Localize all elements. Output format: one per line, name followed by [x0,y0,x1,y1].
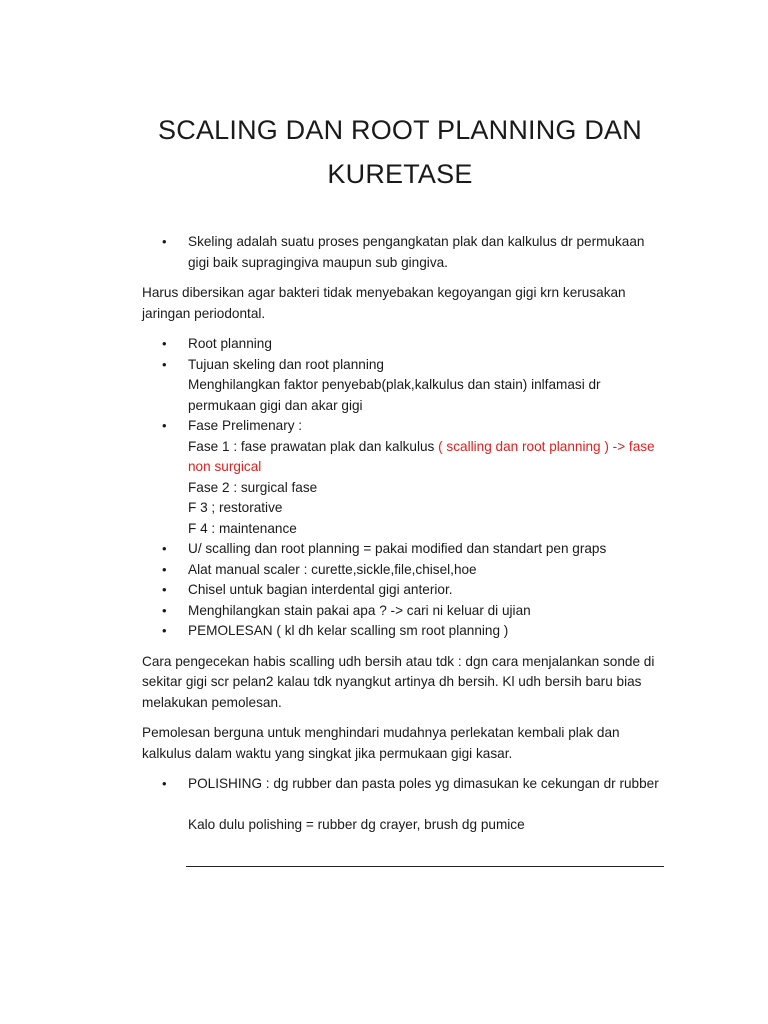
paragraph-cara-pengecekan [142,652,672,714]
fase1-highlight: ( scalling dan root planning ) -> fase [438,438,655,454]
paragraph-line: sekitar gigi scr pelan2 kalau tdk nyangkut artinya dh bersih. Kl udh bersih baru bias [142,674,642,689]
fase1-text: Fase 1 : fase prawatan plak dan kalkulus [188,438,439,454]
list-item-u-scalling [142,539,672,560]
list-item-text: Skeling adalah suatu proses pengangkatan plak dan kalkulus dr permukaan [188,234,645,249]
list-item-tujuan [142,355,672,417]
list-item-skeling [142,232,672,273]
list-item-fase1 [188,437,672,458]
paragraph-harus [142,283,672,324]
bullet-icon: • [162,561,167,577]
bullet-icon: • [162,356,167,372]
list-item-root-planning [142,334,672,355]
bullet-icon: • [162,602,167,618]
list-item-text: PEMOLESAN ( kl dh kelar scalling sm root planning ) [188,623,509,638]
paragraph-pemolesan [142,723,672,764]
bullet-list-3 [142,774,672,836]
list-item-alat [142,560,672,581]
list-item-text: gigi baik supragingiva maupun sub gingiva. [188,254,448,270]
list-item-polishing [142,774,672,836]
list-item-stain [142,601,672,622]
bullet-icon: • [162,623,167,638]
list-item-text: Root planning [188,336,272,351]
paragraph-line: kalkulus dalam waktu yang singkat jika permukaan gigi kasar. [142,745,513,761]
paragraph-line: Cara pengecekan habis scalling udh bersih atau tdk : dgn cara menjalankan sonde di [142,653,655,669]
list-item-text: Alat manual scaler : curette,sickle,file,chisel,hoe [188,561,477,577]
paragraph-line: Pemolesan berguna untuk menghindari mudahnya perlekatan kembali plak dan [142,725,620,740]
title-line-2: KURETASE [327,159,473,189]
list-item-fase [142,416,672,539]
bullet-list-1 [142,232,672,273]
bullet-icon: • [162,582,167,597]
list-item-text: Tujuan skeling dan root planning [188,356,384,372]
list-item-text: Menghilangkan faktor penyebab(plak,kalkulus dan stain) inlfamasi dr [188,377,601,392]
paragraph-line: Harus dibersikan agar bakteri tidak menyebakan kegoyangan gigi krn kerusakan [142,285,626,300]
list-item-text: Fase 2 : surgical fase [188,479,318,495]
bullet-icon: • [162,336,167,351]
list-item-pemolesan [142,621,672,642]
list-item-text: POLISHING : dg rubber dan pasta poles yg dimasukan ke cekungan dr rubber [188,776,659,791]
list-item-text: U/ scalling dan root planning = pakai modified dan standart pen graps [188,541,607,556]
list-item-text: Chisel untuk bagian interdental gigi anterior. [188,582,453,597]
fase1-highlight-cont: non surgical [188,459,262,474]
list-item-text: F 3 ; restorative [188,500,283,515]
bullet-icon: • [162,541,167,556]
list-item-spacer [188,795,672,816]
list-item-text: Menghilangkan stain pakai apa ? -> cari ni keluar di ujian [188,602,531,618]
list-item-text: Fase Prelimenary : [188,418,303,433]
paragraph-line: melakukan pemolesan. [142,694,282,710]
bullet-list-2 [142,334,672,642]
list-item-chisel [142,580,672,601]
bullet-icon: • [162,234,167,249]
paragraph-line: jaringan periodontal. [142,305,266,321]
list-item-text: Kalo dulu polishing = rubber dg crayer, brush dg pumice [188,817,525,832]
horizontal-rule [186,866,664,867]
list-item-text: permukaan gigi dan akar gigi [188,397,363,413]
page-title [100,108,700,196]
list-item-text: F 4 : maintenance [188,520,297,536]
bullet-icon: • [162,418,167,433]
title-line-1: SCALING DAN ROOT PLANNING DAN [158,115,642,145]
document-body [142,232,672,836]
bullet-icon: • [162,776,167,791]
